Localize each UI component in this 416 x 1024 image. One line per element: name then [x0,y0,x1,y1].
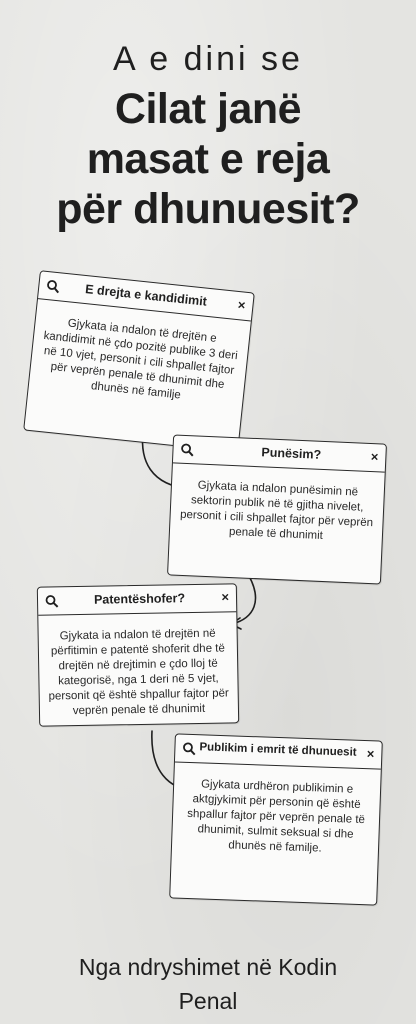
close-icon[interactable]: × [221,589,230,605]
headline-line-1: Cilat janë [114,85,302,133]
search-icon [182,742,196,756]
card-title: Publikim i emrit të dhunuesit [199,741,357,759]
close-icon[interactable]: × [370,449,379,465]
intro-text: A e dini se [113,40,303,78]
card-body: Gjykata ia ndalon punësimin në sektorin publik në të gjitha nivelet, personit i cili shpallet fajtor për veprën penale të dhunimit [179,479,374,543]
footer-line-1: Nga ndryshimet në Kodin [78,954,338,980]
card-title: E drejta e kandidimit [84,282,208,309]
headline-line-2: masat e reja [86,135,330,183]
card-title-bar [175,734,382,769]
card-employment [167,434,387,584]
card-name-publication [169,733,383,905]
search-icon [45,594,59,608]
search-icon [180,443,195,458]
card-title: Punësim? [261,445,322,462]
search-icon [46,279,61,294]
close-icon[interactable]: × [237,297,247,313]
card-body: Gjykata ia ndalon të drejtën e kandidimit në çdo pozitë publike 3 deri në 10 vjet, personit i cili shpallet fajtor për veprën penale të dhunimit dhe dhunës në familje [43,317,239,402]
card-body: Gjykata urdhëron publikimin e aktgjykimit për personin që është shpallur fajtor për veprën penale të dhunimit, sulmit seksual si dhe dhunës në familje. [187,778,366,855]
close-icon[interactable]: × [366,746,375,762]
card-right-to-candidacy [23,270,255,453]
card-body: Gjykata ia ndalon të drejtën në përfitimin e patentë shoferit dhe të drejtën në drejtimin e çdo lloj të kategorisë, nga 1 deri në 5 vjet, personit që është shpallur fajtor për veprën penale të dhunimit [48,627,229,718]
footer-line-2: Penal [178,988,238,1014]
card-title: Patentëshofer? [93,591,186,607]
card-driving-license [37,583,239,726]
footer-note [0,950,416,1018]
headline-line-3: për dhunuesit? [56,185,360,233]
card-title-bar [38,584,236,615]
